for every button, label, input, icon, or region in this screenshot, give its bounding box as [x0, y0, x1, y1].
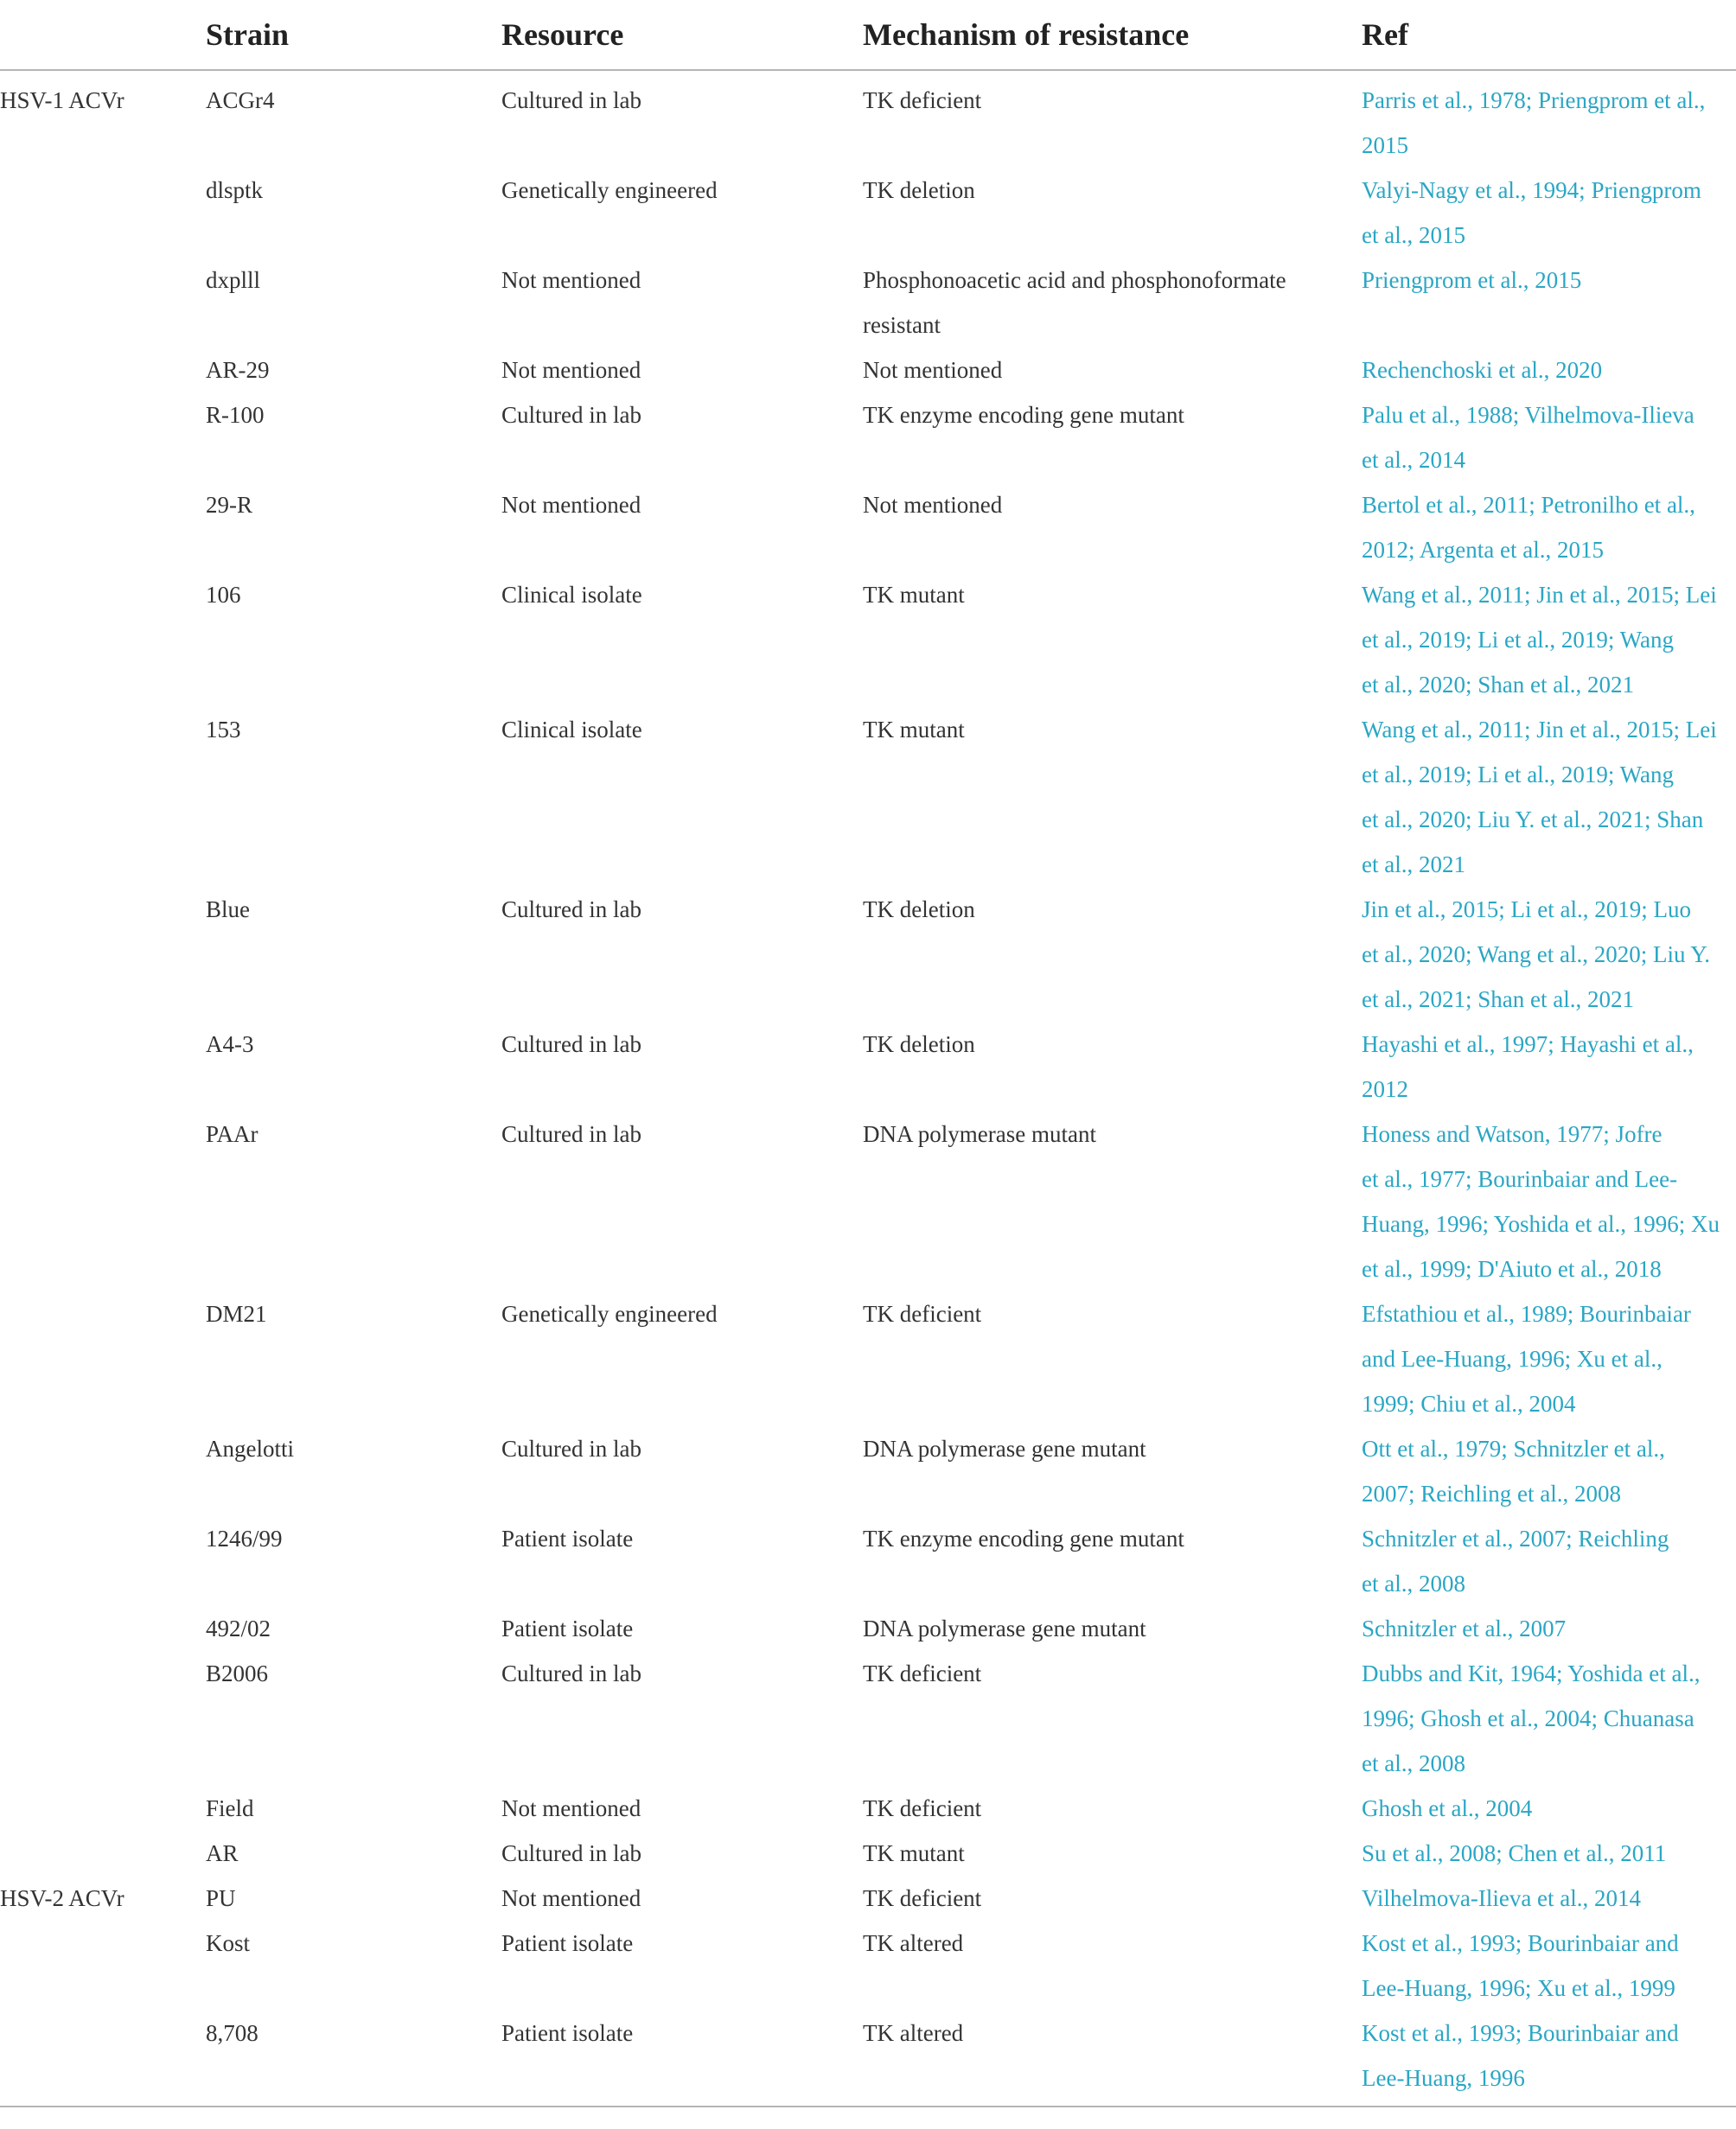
reference-line[interactable]: et al., 2008 [1362, 1750, 1465, 1776]
table-row [0, 1606, 1736, 1651]
mechanism-cell [863, 887, 975, 932]
mechanism-cell [863, 258, 1286, 347]
mechanism-line: TK deficient [863, 1301, 982, 1327]
reference-line[interactable]: Parris et al., 1978; Priengprom et al., [1362, 87, 1706, 113]
resource-cell: Cultured in lab [501, 402, 641, 428]
mechanism-cell [863, 572, 965, 617]
reference-line[interactable]: et al., 2015 [1362, 222, 1465, 248]
mechanism-cell [863, 1606, 1146, 1651]
table-header-row [0, 0, 1736, 71]
mechanism-line: TK deficient [863, 1885, 982, 1911]
reference-link[interactable] [1362, 1921, 1679, 2011]
mechanism-line: TK mutant [863, 1840, 965, 1866]
table-row [0, 482, 1736, 572]
reference-line[interactable]: Su et al., 2008; Chen et al., 2011 [1362, 1840, 1667, 1866]
reference-line[interactable]: Ghosh et al., 2004 [1362, 1795, 1533, 1821]
header-resource: Resource [501, 17, 624, 52]
strain-cell: DM21 [206, 1301, 267, 1327]
mechanism-line: TK enzyme encoding gene mutant [863, 1526, 1184, 1552]
reference-line[interactable]: 2015 [1362, 132, 1408, 158]
strain-cell: A4-3 [206, 1031, 254, 1057]
table-row [0, 707, 1736, 887]
reference-line[interactable]: 1996; Ghosh et al., 2004; Chuanasa [1362, 1705, 1695, 1731]
strain-cell: Field [206, 1795, 254, 1821]
table-row [0, 1786, 1736, 1831]
strain-cell: Kost [206, 1930, 251, 1956]
reference-line[interactable]: 2007; Reichling et al., 2008 [1362, 1481, 1621, 1507]
reference-line[interactable]: et al., 2014 [1362, 447, 1465, 473]
mechanism-cell [863, 1291, 981, 1336]
reference-link[interactable] [1362, 1831, 1666, 1876]
reference-line[interactable]: and Lee-Huang, 1996; Xu et al., [1362, 1346, 1663, 1372]
reference-link[interactable] [1362, 1112, 1720, 1291]
table-row [0, 1112, 1736, 1291]
reference-line[interactable]: et al., 2021 [1362, 851, 1465, 877]
mechanism-line: Not mentioned [863, 357, 1003, 383]
resource-cell: Patient isolate [501, 1930, 634, 1956]
table-row [0, 1426, 1736, 1516]
mechanism-line: Not mentioned [863, 492, 1003, 518]
mechanism-cell [863, 707, 965, 752]
resource-cell: Not mentioned [501, 1885, 641, 1911]
reference-link[interactable] [1362, 887, 1710, 1022]
reference-line[interactable]: Lee-Huang, 1996 [1362, 2065, 1525, 2091]
reference-line[interactable]: Palu et al., 1988; Vilhelmova-Ilieva [1362, 402, 1695, 428]
table-row [0, 1831, 1736, 1876]
reference-line[interactable]: et al., 1999; D'Aiuto et al., 2018 [1362, 1256, 1662, 1282]
reference-link[interactable] [1362, 707, 1717, 887]
table-row [0, 1516, 1736, 1606]
reference-line[interactable]: et al., 2019; Li et al., 2019; Wang [1362, 762, 1675, 787]
reference-link[interactable] [1362, 1786, 1532, 1831]
reference-line[interactable]: et al., 2020; Wang et al., 2020; Liu Y. [1362, 941, 1711, 967]
resource-cell: Patient isolate [501, 1616, 634, 1641]
table-row [0, 1022, 1736, 1112]
table-bottom-rule [0, 2106, 1736, 2107]
table-row [0, 168, 1736, 258]
reference-link[interactable] [1362, 2011, 1679, 2100]
reference-link[interactable] [1362, 1291, 1691, 1426]
reference-link[interactable] [1362, 392, 1695, 482]
reference-line[interactable]: Dubbs and Kit, 1964; Yoshida et al., [1362, 1660, 1701, 1686]
strain-cell: 29-R [206, 492, 252, 518]
strain-cell: AR-29 [206, 357, 270, 383]
strain-cell: 8,708 [206, 2020, 258, 2046]
strain-cell: 492/02 [206, 1616, 271, 1641]
table-row [0, 1651, 1736, 1786]
resource-cell: Not mentioned [501, 357, 641, 383]
mechanism-line: TK deficient [863, 1795, 982, 1821]
strain-cell: dlsptk [206, 177, 264, 203]
resource-cell: Not mentioned [501, 492, 641, 518]
mechanism-cell [863, 1786, 981, 1831]
table-row [0, 78, 1736, 168]
resource-cell: Clinical isolate [501, 717, 642, 743]
mechanism-cell [863, 1651, 981, 1696]
reference-link[interactable] [1362, 572, 1717, 707]
reference-line[interactable]: Wang et al., 2011; Jin et al., 2015; Lei [1362, 717, 1717, 743]
strain-cell: Blue [206, 896, 250, 922]
resource-cell: Clinical isolate [501, 582, 642, 608]
mechanism-line: TK deletion [863, 1031, 975, 1057]
reference-line[interactable]: et al., 2021; Shan et al., 2021 [1362, 986, 1634, 1012]
reference-link[interactable] [1362, 482, 1695, 572]
reference-line[interactable]: Kost et al., 1993; Bourinbaiar and [1362, 1930, 1679, 1956]
mechanism-cell [863, 1921, 963, 1966]
reference-link[interactable] [1362, 1426, 1665, 1516]
mechanism-cell [863, 392, 1184, 437]
reference-line[interactable]: Honess and Watson, 1977; Jofre [1362, 1121, 1663, 1147]
mechanism-cell [863, 168, 975, 213]
reference-line[interactable]: Kost et al., 1993; Bourinbaiar and [1362, 2020, 1679, 2046]
reference-link[interactable] [1362, 1022, 1694, 1112]
mechanism-line: TK deletion [863, 896, 975, 922]
mechanism-cell [863, 1876, 981, 1921]
mechanism-line: TK deletion [863, 177, 975, 203]
reference-line[interactable]: et al., 2020; Shan et al., 2021 [1362, 672, 1634, 698]
strain-cell: 153 [206, 717, 241, 743]
resource-cell: Cultured in lab [501, 896, 641, 922]
mechanism-cell [863, 1516, 1184, 1561]
reference-link[interactable] [1362, 168, 1701, 258]
mechanism-cell [863, 78, 981, 123]
reference-line[interactable]: Schnitzler et al., 2007; Reichling [1362, 1526, 1669, 1552]
reference-line[interactable]: Hayashi et al., 1997; Hayashi et al., [1362, 1031, 1694, 1057]
reference-line[interactable]: Lee-Huang, 1996; Xu et al., 1999 [1362, 1975, 1675, 2001]
table-row [0, 1921, 1736, 2011]
strain-cell: PAAr [206, 1121, 258, 1147]
reference-line[interactable]: Vilhelmova-Ilieva et al., 2014 [1362, 1885, 1642, 1911]
strain-cell: 106 [206, 582, 241, 608]
reference-line[interactable]: 2012 [1362, 1076, 1408, 1102]
header-ref: Ref [1362, 17, 1408, 52]
reference-line[interactable]: Huang, 1996; Yoshida et al., 1996; Xu [1362, 1211, 1720, 1237]
header-strain: Strain [206, 17, 290, 52]
resource-cell: Genetically engineered [501, 1301, 718, 1327]
reference-line[interactable]: Bertol et al., 2011; Petronilho et al., [1362, 492, 1695, 518]
resource-cell: Patient isolate [501, 2020, 634, 2046]
mechanism-cell [863, 1022, 975, 1067]
mechanism-cell [863, 2011, 963, 2056]
resource-cell: Cultured in lab [501, 1121, 641, 1147]
reference-line[interactable]: Wang et al., 2011; Jin et al., 2015; Lei [1362, 582, 1717, 608]
mechanism-line: DNA polymerase mutant [863, 1121, 1096, 1147]
reference-line[interactable]: Ott et al., 1979; Schnitzler et al., [1362, 1436, 1665, 1462]
virus-group-label: HSV-1 ACVr [0, 87, 124, 113]
table-row [0, 2011, 1736, 2100]
reference-line[interactable]: et al., 1977; Bourinbaiar and Lee- [1362, 1166, 1678, 1192]
mechanism-line: DNA polymerase gene mutant [863, 1436, 1146, 1462]
reference-link[interactable] [1362, 258, 1581, 303]
resource-cell: Cultured in lab [501, 87, 641, 113]
strain-cell: R-100 [206, 402, 265, 428]
reference-link[interactable] [1362, 1876, 1641, 1921]
reference-line[interactable]: Valyi-Nagy et al., 1994; Priengprom [1362, 177, 1701, 203]
mechanism-line: TK mutant [863, 582, 965, 608]
reference-link[interactable] [1362, 1651, 1701, 1786]
strain-cell: AR [206, 1840, 239, 1866]
reference-line[interactable]: Efstathiou et al., 1989; Bourinbaiar [1362, 1301, 1691, 1327]
strain-cell: B2006 [206, 1660, 269, 1686]
header-mechanism: Mechanism of resistance [863, 17, 1190, 52]
mechanism-line: Phosphonoacetic acid and phosphonoformate [863, 267, 1286, 293]
mechanism-cell [863, 1831, 965, 1876]
mechanism-line: TK altered [863, 1930, 964, 1956]
mechanism-line: TK deficient [863, 1660, 982, 1686]
mechanism-cell [863, 1112, 1096, 1157]
resource-cell: Cultured in lab [501, 1031, 641, 1057]
resource-cell: Not mentioned [501, 1795, 641, 1821]
strain-cell: PU [206, 1885, 236, 1911]
mechanism-line: DNA polymerase gene mutant [863, 1616, 1146, 1641]
mechanism-cell [863, 347, 1002, 392]
table-row [0, 887, 1736, 1022]
resource-cell: Patient isolate [501, 1526, 634, 1552]
reference-line[interactable]: et al., 2020; Liu Y. et al., 2021; Shan [1362, 806, 1704, 832]
mechanism-cell [863, 482, 1002, 527]
reference-line[interactable]: Rechenchoski et al., 2020 [1362, 357, 1603, 383]
reference-line[interactable]: et al., 2019; Li et al., 2019; Wang [1362, 627, 1675, 653]
table-row [0, 1876, 1736, 1921]
reference-link[interactable] [1362, 1516, 1669, 1606]
reference-link[interactable] [1362, 347, 1602, 392]
resource-cell: Cultured in lab [501, 1660, 641, 1686]
reference-line[interactable]: et al., 2008 [1362, 1571, 1465, 1597]
mechanism-line: TK deficient [863, 87, 982, 113]
resource-cell: Genetically engineered [501, 177, 718, 203]
mechanism-line: TK mutant [863, 717, 965, 743]
mechanism-line: TK enzyme encoding gene mutant [863, 402, 1184, 428]
reference-line[interactable]: Priengprom et al., 2015 [1362, 267, 1582, 293]
reference-link[interactable] [1362, 1606, 1566, 1651]
mechanism-cell [863, 1426, 1146, 1471]
table-row [0, 258, 1736, 347]
reference-link[interactable] [1362, 78, 1705, 168]
table-row [0, 347, 1736, 392]
mechanism-line: TK altered [863, 2020, 964, 2046]
reference-line[interactable]: Schnitzler et al., 2007 [1362, 1616, 1567, 1641]
resource-cell: Not mentioned [501, 267, 641, 293]
strain-cell: dxplll [206, 267, 261, 293]
strain-cell: Angelotti [206, 1436, 294, 1462]
reference-line[interactable]: 1999; Chiu et al., 2004 [1362, 1391, 1576, 1417]
mechanism-line: resistant [863, 312, 941, 338]
strain-cell: ACGr4 [206, 87, 275, 113]
reference-line[interactable]: 2012; Argenta et al., 2015 [1362, 537, 1604, 563]
resource-cell: Cultured in lab [501, 1840, 641, 1866]
table-row [0, 392, 1736, 482]
resource-cell: Cultured in lab [501, 1436, 641, 1462]
virus-group-label: HSV-2 ACVr [0, 1885, 124, 1911]
strain-cell: 1246/99 [206, 1526, 283, 1552]
table-row [0, 572, 1736, 707]
table-row [0, 1291, 1736, 1426]
reference-line[interactable]: Jin et al., 2015; Li et al., 2019; Luo [1362, 896, 1691, 922]
